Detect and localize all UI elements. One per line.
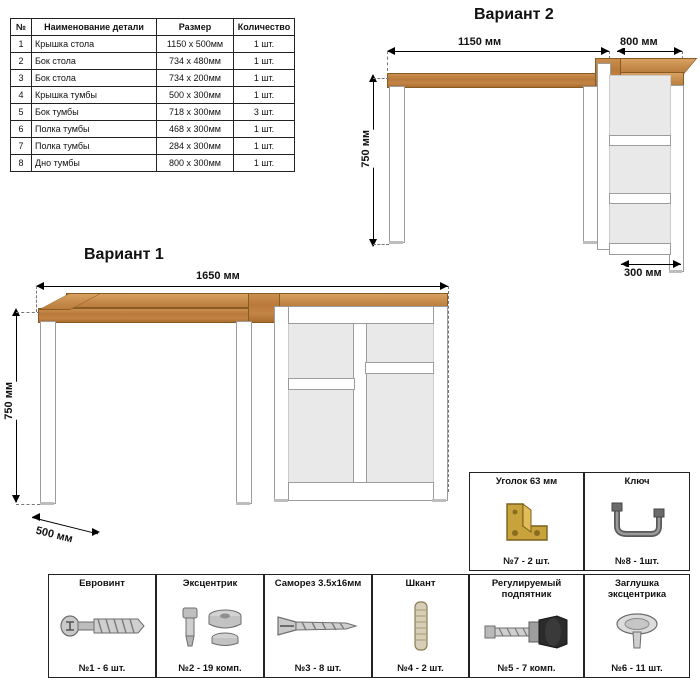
table-row [11,87,295,104]
corner-bracket-icon [472,487,581,556]
cell-size: 1150 x 500мм [157,36,234,53]
cell-qty: 1 шт. [234,53,295,70]
hardware-title-evrovint: Евровинт [79,578,125,589]
v2-width-label: 1150 мм [458,36,502,48]
cell-qty: 3 шт. [234,104,295,121]
v2-foot-center [583,241,597,244]
cell-num: 3 [11,70,32,87]
table-header-row [11,19,295,36]
cell-name: Бок стола [32,53,157,70]
v1-shelf-divider [353,322,367,484]
cell-size: 500 x 300мм [157,87,234,104]
v2-width-ext-left [387,51,388,71]
hardware-title-podpyatnik: Регулируемый подпятник [491,578,562,600]
table-header-size: Размер [157,19,234,36]
v1-width-ext-right [448,286,449,492]
table-header-qty: Количество [234,19,295,36]
hardware-cell-dowel [372,574,469,678]
v1-shelf-top [288,306,434,324]
cam-cover-cap-icon [587,600,687,663]
v1-width-arrow-right [440,282,448,290]
v2-height-ext-top [373,78,389,79]
v2-height-arrow-down [369,239,377,247]
cell-size: 468 x 300мм [157,121,234,138]
v1-tabletop-front [38,308,252,323]
table-row [11,36,295,53]
v1-shelf-mid-right [365,362,434,374]
v1-depth-arrow-right [92,528,100,536]
table-row [11,121,295,138]
parts-table [10,18,295,172]
hardware-caption-shkant: №4 - 2 шт. [397,663,444,674]
cell-name: Бок стола [32,70,157,87]
dowel-icon [375,589,466,663]
v2-foot-right [669,270,682,273]
cell-qty: 1 шт. [234,138,295,155]
v2-width-arrow-left [387,47,395,55]
v1-foot-shelf-right [432,499,446,502]
variant2-drawing [360,30,690,280]
hardware-cell-self-tapping-screw [264,574,372,678]
table-header-num: № [11,19,32,36]
v2-base-dim-line [621,264,681,265]
table-row [11,53,295,70]
cell-name: Полка тумбы [32,121,157,138]
hardware-caption-ugolok: №7 - 2 шт. [503,556,550,567]
hardware-caption-zaglushka: №6 - 11 шт. [611,663,663,674]
table-row [11,138,295,155]
cell-qty: 1 шт. [234,87,295,104]
adjustable-foot-icon [472,600,581,663]
v1-width-ext-left [36,286,37,312]
cell-num: 2 [11,53,32,70]
table-header-name: Наименование детали [32,19,157,36]
hardware-caption-klyuch: №8 - 1шт. [615,556,659,567]
hardware-caption-ekscentrik: №2 - 19 комп. [178,663,242,674]
cell-num: 4 [11,87,32,104]
v2-depth-dim-line [617,51,682,52]
v1-height-ext-bottom [16,504,40,505]
cell-qty: 1 шт. [234,70,295,87]
v2-width-dim-line [387,51,609,52]
v1-foot-mid [236,502,250,505]
cell-num: 6 [11,121,32,138]
v2-pedestal-right-side [669,85,684,272]
cell-name: Бок тумбы [32,104,157,121]
v2-height-ext-bottom [373,244,389,245]
v2-depth-label: 800 мм [620,36,658,48]
v1-height-ext-top [16,312,40,313]
cell-num: 8 [11,155,32,172]
hardware-caption-evrovint: №1 - 6 шт. [78,663,126,674]
hardware-cell-corner-bracket [469,472,584,571]
cell-num: 7 [11,138,32,155]
hardware-caption-podpyatnik: №5 - 7 комп. [497,663,556,674]
cell-size: 718 x 300мм [157,104,234,121]
hardware-title-zaglushka: Заглушка эксцентрика [607,578,667,600]
cell-name: Дно тумбы [32,155,157,172]
v2-height-label: 750 мм [360,130,372,168]
v1-foot-left [40,502,54,505]
v1-width-label: 1650 мм [196,270,240,282]
v2-pedestal-shelf-lower [609,193,671,204]
variant1-title: Вариант 1 [84,246,164,263]
v1-depth-arrow-left [32,513,40,521]
v2-pedestal-cavity [609,75,671,247]
table-row [11,155,295,172]
v1-shelf-bottom [288,482,434,501]
cell-size: 284 x 300мм [157,138,234,155]
cell-size: 800 x 300мм [157,155,234,172]
hardware-caption-samorez: №3 - 8 шт. [294,663,342,674]
hardware-title-klyuch: Ключ [624,476,650,487]
v2-width-arrow-right [601,47,609,55]
cell-qty: 1 шт. [234,36,295,53]
v2-pedestal-bottom [609,243,671,255]
v1-left-leg-panel [40,321,56,504]
variant1-drawing [3,262,468,562]
cell-size: 734 x 480мм [157,53,234,70]
allen-key-icon [587,487,687,556]
v1-shelf-mid-left [288,378,355,390]
v2-foot-left [389,241,403,244]
v1-mid-leg-panel [236,321,252,504]
self-tapping-screw-icon [267,589,369,663]
v2-left-leg-panel [389,86,405,243]
v2-base-arrow-right [673,260,681,268]
v1-width-dim-line [36,286,448,287]
v1-shelf-right-side [432,306,448,501]
cell-name: Полка тумбы [32,138,157,155]
table-row [11,70,295,87]
v1-height-label: 750 мм [3,382,15,420]
v2-depth-arrow-left [617,47,625,55]
confirmat-screw-icon [51,589,153,663]
hardware-cell-adjustable-foot [469,574,584,678]
cell-qty: 1 шт. [234,155,295,172]
cell-size: 734 x 200мм [157,70,234,87]
hardware-cell-cam-cover-cap [584,574,690,678]
hardware-cell-confirmat-screw [48,574,156,678]
hardware-title-shkant: Шкант [405,578,436,589]
cam-lock-icon [159,589,261,663]
v2-pedestal-shelf-upper [609,135,671,146]
variant2-title: Вариант 2 [474,6,554,23]
v1-foot-shelf-left [274,499,288,502]
v2-depth-arrow-right [674,47,682,55]
cell-name: Крышка тумбы [32,87,157,104]
v1-depth-label: 500 мм [34,524,74,546]
hardware-title-ekscentrik: Эксцентрик [182,578,238,589]
cell-qty: 1 шт. [234,121,295,138]
table-row [11,104,295,121]
cell-num: 1 [11,36,32,53]
hardware-title-ugolok: Уголок 63 мм [495,476,558,487]
v1-width-arrow-left [36,282,44,290]
hardware-cell-allen-key [584,472,690,571]
v2-tabletop-front [387,73,611,88]
v2-base-label: 300 мм [624,267,662,279]
hardware-cell-cam-lock [156,574,264,678]
cell-name: Крышка стола [32,36,157,53]
v1-height-arrow-down [12,495,20,503]
hardware-title-samorez: Саморез 3.5x16мм [274,578,362,589]
cell-num: 5 [11,104,32,121]
